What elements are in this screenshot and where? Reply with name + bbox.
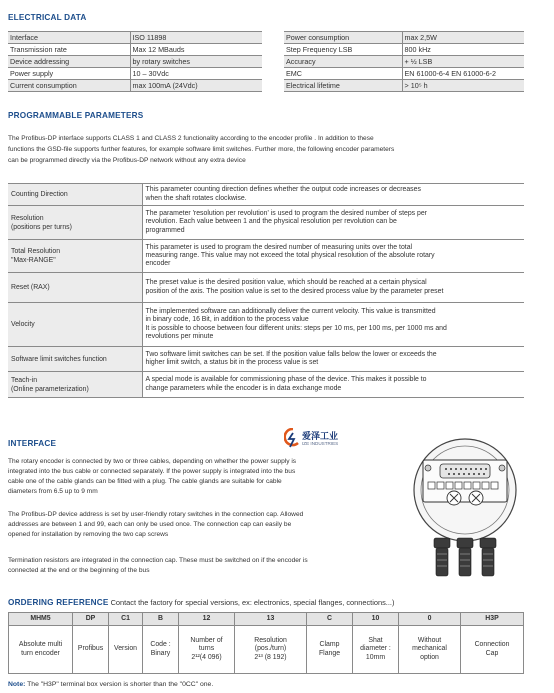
table-row: Resolution (positions per turns) The parameter 'resolution per revolution' is used to program the desired number of steps per revolution. Each value between 1 and the physical resolution per revolution can be programmed	[8, 206, 524, 240]
encoder-connection-cap-illustration	[398, 438, 532, 586]
table-row: Interface ISO 11898	[8, 32, 262, 44]
logo-mark-icon	[284, 428, 300, 450]
table-row: Step Frequency LSB 800 kHz	[284, 44, 524, 56]
table-row: Transmission rate Max 12 MBauds	[8, 44, 262, 56]
table-row: Reset (RAX) The preset value is the desired position value, which should be reached at a certain physical position of the axis. The position value is set to the desired process value by the parameter preset	[8, 273, 524, 303]
interface-paragraph-1: The rotary encoder is connected by two or three cables, depending on whether the power supply is integrated into the bus cable or connected separately. If the power supply is integrated into the bus cable one of the cable glands can be fitted with a plug. The cable glands are suitable for cable diameters from 6.5 up to 9 mm	[8, 458, 297, 495]
table-row: Power supply 10 – 30Vdc	[8, 68, 262, 80]
table-row: Power consumption max 2,5W	[284, 32, 524, 44]
parameters-table	[8, 183, 524, 398]
electrical-table-left	[8, 31, 262, 92]
table-row: Current consumption max 100mA (24Vdc)	[8, 80, 262, 92]
programmable-intro: The Profibus-DP interface supports CLASS 1 and CLASS 2 functionality according to the encoder profile . In addition to these functions the GSD-file supports further features, for example software limit switches. Further more, the following encoder parameters can be programmed directly via the Profibus-DP network without any extra device	[8, 135, 395, 164]
ordering-note: Note: The "H3P" terminal box version is shorter than the "0CC" one.	[8, 681, 214, 688]
electrical-data-heading: ELECTRICAL DATA	[8, 13, 87, 22]
table-row: Total Resolution "Max-RANGE" This parameter is used to program the desired number of measuring units over the total measuring range. This value may not exceed the total physical resolution of the absolute rotary encoder	[8, 240, 524, 273]
table-row: Device addressing by rotary switches	[8, 56, 262, 68]
programmable-parameters-heading: PROGRAMMABLE PARAMETERS	[8, 111, 144, 120]
interface-paragraph-3: Termination resistors are integrated in the connection cap. These must be switched on if the encoder is connected at the end or the beginning of the bus	[8, 557, 308, 574]
table-row: Accuracy + ½ LSB	[284, 56, 524, 68]
table-row: EMC EN 61000-6-4 EN 61000-6-2	[284, 68, 524, 80]
interface-heading: INTERFACE	[8, 439, 57, 448]
ordering-reference-table	[8, 612, 524, 674]
company-logo: 爱泽工业 IZE INDUSTRIES	[284, 428, 374, 452]
table-row: Software limit switches function Two software limit switches can be set. If the position value falls below the lower or exceeds the higher limit switch, a status bit in the process value is set	[8, 347, 524, 372]
interface-paragraph-2: The Profibus-DP device address is set by user-friendly rotary switches in the connection cap. Allowed addresses are between 1 and 99, each can only be used once. The connection cap can easily be opened for installation by removing the two cap screws	[8, 511, 304, 538]
table-row: Absolute multi turn encoder Profibus Version Code : Binary Number of turns 2¹²(4 096) Resolution (pos./turn) 2¹³ (8 192) Clamp Flange Shat diameter : 10mm Without mechanical option Connection Cap	[9, 626, 524, 674]
ordering-reference-heading: ORDERING REFERENCE Contact the factory for special versions, ex: electronics, special flanges, connections...)	[8, 598, 395, 607]
table-row: MHM5 DP C1 B 12 13 C 10 0 H3P	[9, 613, 524, 626]
electrical-table-right	[284, 31, 524, 92]
table-row: Electrical lifetime > 10⁵ h	[284, 80, 524, 92]
table-row: Teach-in (Online parameterization) A special mode is available for commissioning phase of the device. This makes it possible to change parameters while the encoder is in data exchange mode	[8, 372, 524, 398]
table-row: Counting Direction This parameter counting direction defines whether the output code increases or decreases when the shaft rotates clockwise.	[8, 184, 524, 206]
table-row: Velocity The implemented software can additionally deliver the current velocity. This value is transmitted in binary code, 16 Bit, in addition to the process value It is possible to choose between four different units: steps per 10 ms, per 100 ms, per 1000 ms and revolutions per minute	[8, 303, 524, 347]
